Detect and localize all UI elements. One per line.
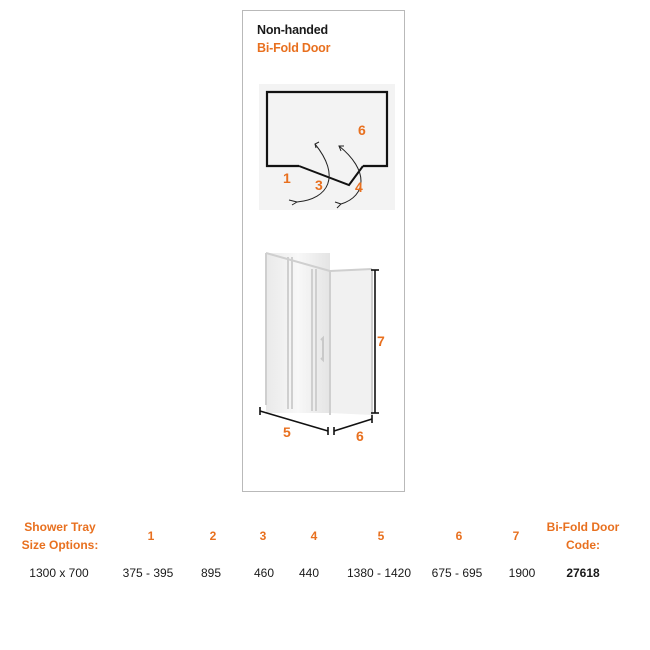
header-size-line1: Shower Tray	[24, 520, 96, 534]
header-col-3: 3	[259, 529, 267, 543]
cell-col-5: 1380 - 1420	[346, 566, 412, 580]
plan-svg	[259, 84, 395, 210]
header-size-options	[22, 518, 99, 554]
elevation-label-7: 7	[377, 333, 385, 349]
header-col-6: 6	[455, 529, 463, 543]
elevation-label-5: 5	[283, 424, 291, 440]
elevation-label-6: 6	[356, 428, 364, 444]
plan-label-3: 3	[315, 177, 323, 193]
panel-title: Non-handed	[257, 23, 328, 37]
cell-col-3: 460	[253, 566, 275, 580]
cell-size: 1300 x 700	[29, 566, 89, 580]
header-col-5: 5	[377, 529, 385, 543]
cell-col-1: 375 - 395	[122, 566, 174, 580]
cell-col-2: 895	[200, 566, 222, 580]
panel-subtitle: Bi-Fold Door	[257, 41, 331, 55]
elevation-diagram	[252, 245, 392, 450]
cell-door-code: 27618	[566, 566, 600, 580]
header-size-line2: Size Options:	[21, 538, 99, 552]
header-col-7: 7	[512, 529, 520, 543]
plan-label-4: 4	[355, 179, 363, 195]
header-code-line1: Bi-Fold Door	[546, 520, 620, 534]
header-code-line2: Code:	[566, 538, 600, 552]
plan-label-1: 1	[283, 170, 291, 186]
cell-col-4: 440	[298, 566, 320, 580]
plan-diagram	[259, 84, 395, 210]
elevation-svg	[252, 245, 392, 450]
header-door-code	[547, 518, 620, 554]
plan-label-6: 6	[358, 122, 366, 138]
cell-col-6: 675 - 695	[431, 566, 483, 580]
header-col-4: 4	[310, 529, 318, 543]
header-col-1: 1	[147, 529, 155, 543]
cell-col-7: 1900	[508, 566, 536, 580]
header-col-2: 2	[209, 529, 217, 543]
